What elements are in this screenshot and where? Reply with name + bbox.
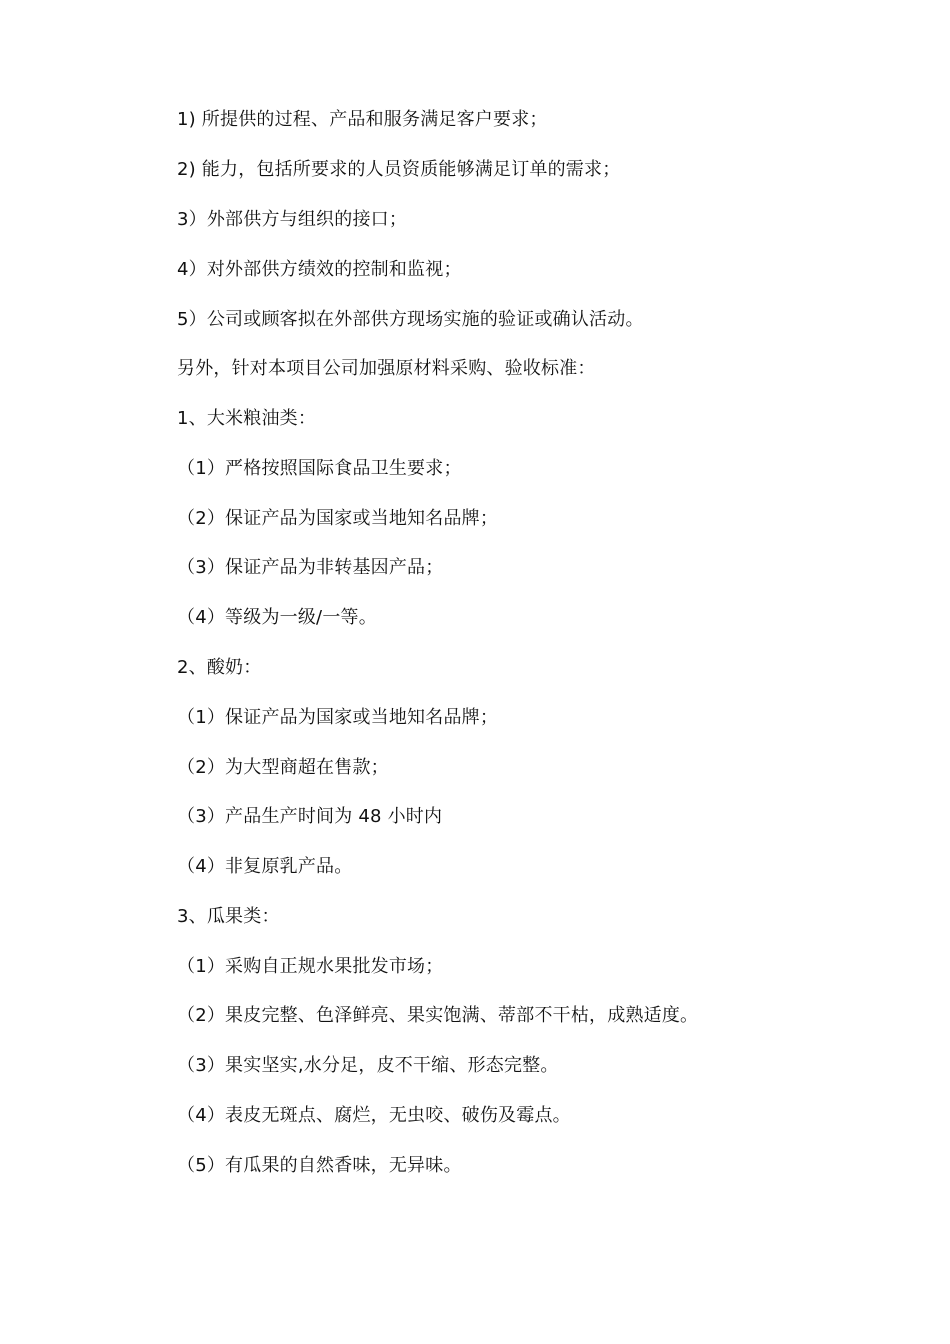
- text-line: （2）保证产品为国家或当地知名品牌；: [177, 508, 499, 529]
- text-line: 2) 能力，包括所要求的人员资质能够满足订单的需求；: [177, 159, 621, 180]
- section-heading: 3、瓜果类：: [177, 906, 280, 927]
- text-line: （2）为大型商超在售款；: [177, 757, 389, 778]
- text-line: 另外，针对本项目公司加强原材料采购、验收标准：: [177, 358, 596, 379]
- text-line: （4）表皮无斑点、腐烂，无虫咬、破伤及霉点。: [177, 1105, 571, 1126]
- text-line: （3）产品生产时间为 48 小时内: [177, 806, 443, 827]
- text-line: （1）保证产品为国家或当地知名品牌；: [177, 707, 499, 728]
- text-line: 4）对外部供方绩效的控制和监视；: [177, 259, 462, 280]
- section-heading: 1、大米粮油类：: [177, 408, 317, 429]
- text-line: （3）保证产品为非转基因产品；: [177, 557, 444, 578]
- text-line: （2）果皮完整、色泽鲜亮、果实饱满、蒂部不干枯，成熟适度。: [177, 1005, 699, 1026]
- text-line: （5）有瓜果的自然香味，无异味。: [177, 1155, 462, 1176]
- text-line: （1）严格按照国际食品卫生要求；: [177, 458, 462, 479]
- text-line: （4）等级为一级/一等。: [177, 607, 377, 628]
- text-line: （1）采购自正规水果批发市场；: [177, 956, 444, 977]
- text-line: 5）公司或顾客拟在外部供方现场实施的验证或确认活动。: [177, 309, 644, 330]
- section-heading: 2、酸奶：: [177, 657, 262, 678]
- text-line: （3）果实坚实,水分足，皮不干缩、形态完整。: [177, 1055, 559, 1076]
- text-line: （4）非复原乳产品。: [177, 856, 353, 877]
- text-line: 1) 所提供的过程、产品和服务满足客户要求；: [177, 109, 548, 130]
- text-line: 3）外部供方与组织的接口；: [177, 209, 408, 230]
